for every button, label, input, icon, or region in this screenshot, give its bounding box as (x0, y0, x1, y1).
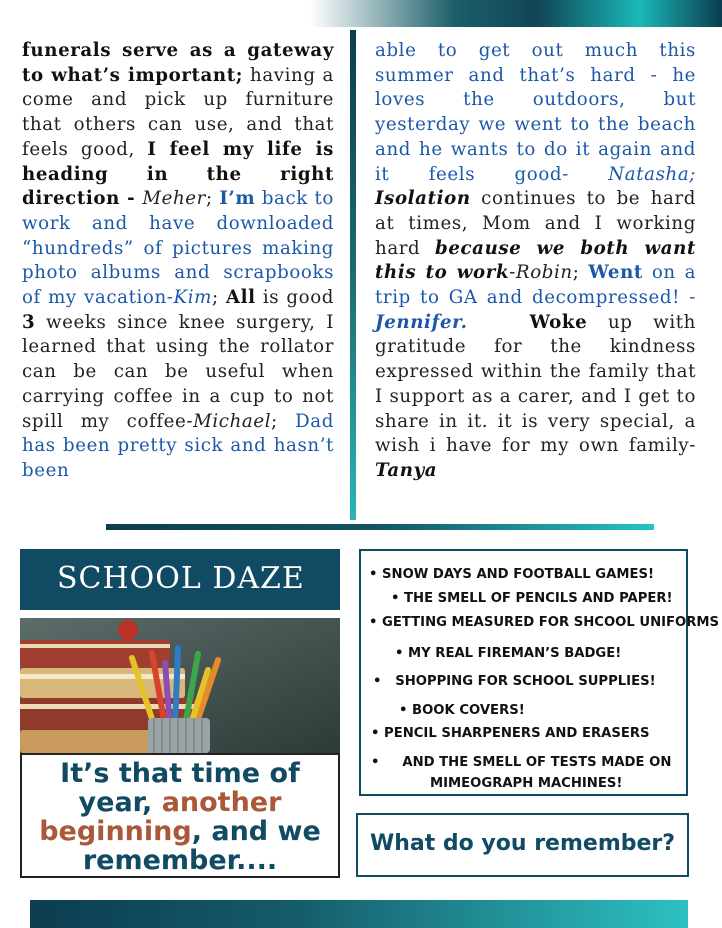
quote-author: Meher (142, 188, 206, 210)
memory-item: • MY REAL FIREMAN’S BADGE! (395, 646, 622, 661)
books-pencils-illustration (20, 618, 340, 753)
section-divider (106, 524, 654, 530)
quote-bold: I feel my life is heading in the right direction - (22, 138, 335, 210)
quote-author: Kim (173, 287, 212, 309)
memory-item: • THE SMELL OF PENCILS AND PAPER! (391, 591, 673, 606)
memory-item: MIMEOGRAPH MACHINES! (430, 776, 623, 791)
quote-text: on a trip to GA and decompressed! - (375, 262, 697, 309)
quote-text: up with gratitude for the kindness expressed within the family that I support as a carer, and I get to share in it. it is very special, a wish i have for my own family- (375, 311, 696, 457)
quote-bold: Isolation (375, 188, 471, 210)
quote-author: Robin (515, 262, 573, 284)
quote-bold: I’m (219, 188, 256, 210)
quote-bold: All (225, 287, 256, 309)
callout-line: It’s that time of (60, 758, 300, 789)
quote-bold: Went (588, 262, 643, 284)
books-pencils-photo (20, 618, 340, 753)
quote-text: weeks since knee surgery, I learned that using the rollator can be can be useful when carrying coffee in a cup to not spill my coffee- (22, 311, 334, 432)
quote-bold: 3 (22, 311, 36, 333)
memory-item: • PENCIL SHARPENERS AND ERASERS (371, 726, 650, 741)
quote-bold: Woke (529, 311, 588, 333)
column-divider (350, 30, 356, 520)
quote-text: is good (255, 287, 334, 309)
memories-list (359, 549, 720, 796)
quote-author: Tanya (375, 459, 438, 481)
quote-bold: funerals serve as a gateway to what’s important; (22, 40, 334, 86)
quote-text: back to work and have downloaded “hundreds” of pictures making photo albums and scrapbooks of my vacation- (22, 188, 334, 309)
memory-item: • SNOW DAYS AND FOOTBALL GAMES! (369, 567, 654, 582)
memory-item: • GETTING MEASURED FOR SHCOOL UNIFORMS (369, 615, 720, 630)
bottom-decor-bar (30, 900, 688, 928)
remember-question: What do you remember? (356, 813, 689, 877)
callout-line: year, another (78, 787, 282, 818)
school-callout (20, 753, 340, 878)
quote-text: able to get out much this summer and that’s hard - he loves the outdoors, but yesterday we went to the beach and he wants to do it again and it feels good- (375, 40, 696, 185)
quote-text: continues to be hard at times, Mom and I working hard (375, 188, 696, 259)
callout-line: remember.... (82, 845, 278, 876)
quote-author: Natasha; (608, 163, 696, 185)
quote-bold: because we both want this to work (375, 237, 696, 284)
memory-item: • SHOPPING FOR SCHOOL SUPPLIES! (373, 674, 656, 689)
quote-author: Jennifer. (375, 311, 468, 333)
memory-item: • BOOK COVERS! (399, 703, 525, 718)
memory-item: • AND THE SMELL OF TESTS MADE ON (371, 755, 672, 770)
left-text-column: funerals serve as a gateway to what’s important; having a come and pick up furniture that others can use, and that feels good, I feel my life is heading in the right direction - Meher; I’m back to work and have downloaded “hundreds” of pictures making photo albums and scrapbooks of my vacation-Kim; All is good 3 weeks since knee surgery, I learned that using the rollator can be can be useful when carrying coffee in a cup to not spill my coffee-Michael; Dad has been pretty sick and hasn’t been (22, 40, 335, 481)
quote-text: having a come and pick up furniture that others can use, and that feels good, (22, 64, 334, 160)
school-daze-banner: SCHOOL DAZE (20, 549, 340, 610)
right-text-column: able to get out much this summer and that’s hard - he loves the outdoors, but yesterday we went to the beach and he wants to do it again and it feels good- Natasha; Isolation continues to be hard at times, Mom and I working hard because we both want this to work-Robin; Went on a trip to GA and decompressed! - Jennifer. Woke up with gratitude for the kindness expressed within the family that I support as a carer, and I get to share in it. it is very special, a wish i have for my own family- Tanya (375, 40, 697, 481)
quote-text: Dad has been pretty sick and hasn’t been (22, 410, 334, 481)
quote-author: Michael (193, 410, 272, 432)
top-decor-bar (310, 0, 722, 27)
callout-line: beginning, and we (39, 816, 321, 847)
